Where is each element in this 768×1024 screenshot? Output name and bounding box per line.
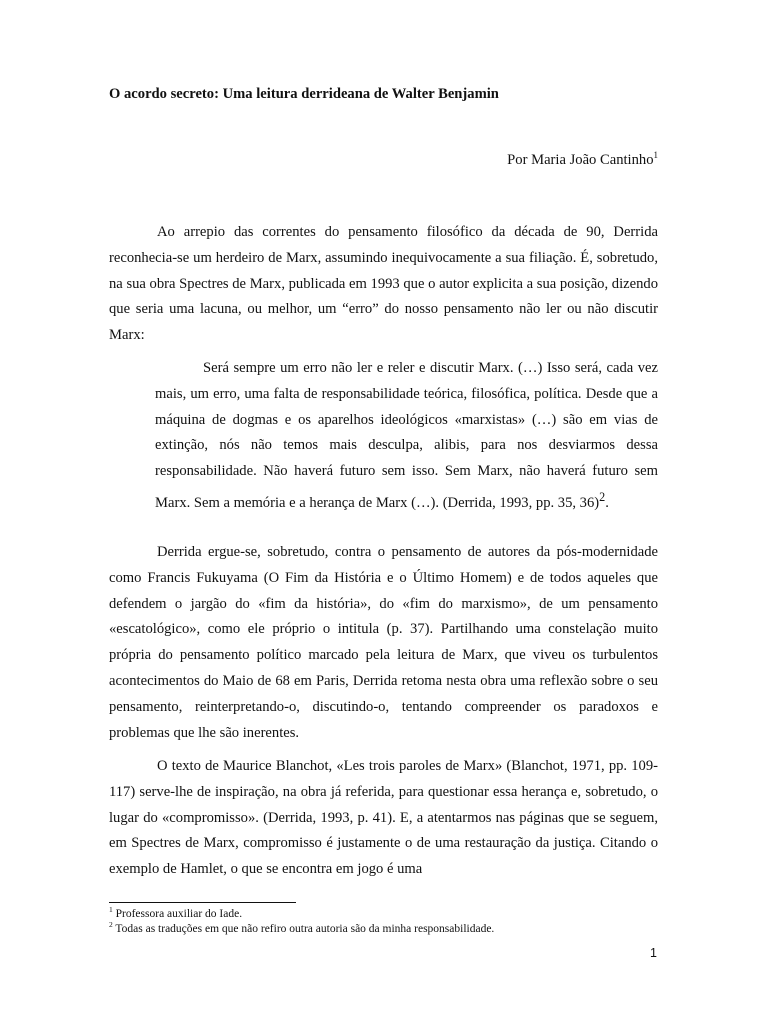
footnote-2-number: 2	[109, 919, 113, 929]
document-title: O acordo secreto: Uma leitura derrideana de Walter Benjamin	[109, 86, 499, 102]
block-quote	[155, 356, 658, 517]
author-line	[507, 152, 658, 169]
quote-footnote-ref: 2	[599, 489, 606, 504]
paragraph-2: Derrida ergue-se, sobretudo, contra o pensamento de autores da pós-modernidade como Francis Fukuyama (O Fim da História e o Último Homem) e de todos aqueles que defendem o jargão do «fim da história», do «fim do marxismo», de um pensamento «escatológico», como ele próprio o intitula (p. 37). Partilhando uma constelação muito própria do pensamento político marcado pela leitura de Marx, que viveu os turbulentos acontecimentos do Maio de 68 em Paris, Derrida retoma nesta obra uma reflexão sobre o seu pensamento, reinterpretando-o, discutindo-o, tentando compreender os paradoxos e problemas que lhe são inerentes.	[109, 544, 658, 741]
author-footnote-ref: 1	[653, 150, 658, 161]
quote-end: .	[605, 494, 609, 511]
page-number: 1	[650, 946, 657, 960]
footnote-1-number: 1	[109, 905, 113, 915]
author-name: Por Maria João Cantinho	[507, 152, 654, 168]
footnote-1	[109, 907, 669, 922]
paragraph-3: O texto de Maurice Blanchot, «Les trois paroles de Marx» (Blanchot, 1971, pp. 109-117) serve-lhe de inspiração, na obra já referida, para questionar essa herança e, sobretudo, o lugar do «compromisso». (Derrida, 1993, p. 41). E, a atentarmos nas páginas que se seguem, em Spectres de Marx, compromisso é justamente o de uma restauração da justiça. Citando o exemplo de Hamlet, o que se encontra em jogo é uma	[109, 758, 658, 878]
footnote-1-text: Professora auxiliar do Iade.	[115, 908, 243, 920]
footnotes	[109, 907, 669, 936]
footnote-separator	[109, 902, 296, 903]
block-quote-text: Será sempre um erro não ler e reler e discutir Marx. (…) Isso será, cada vez mais, um erro, uma falta de responsabilidade teórica, filosófica, política. Desde que a máquina de dogmas e os aparelhos ideológicos «marxistas» (…) são em vias de extinção, nós não temos mais desculpa, alibis, para nos desviarmos dessa responsabilidade. Não haverá futuro sem isso. Sem Marx, não haverá futuro sem Marx. Sem a memória e a herança de Marx (…). (Derrida, 1993, pp. 35, 36)	[155, 360, 658, 511]
footnote-2	[109, 919, 669, 937]
paragraph-1: Ao arrepio das correntes do pensamento filosófico da década de 90, Derrida reconhecia-se um herdeiro de Marx, assumindo inequivocamente a sua filiação. É, sobretudo, na sua obra Spectres de Marx, publicada em 1993 que o autor explicita a sua posição, dizendo que seria uma lacuna, ou melhor, um “erro” do nosso pensamento não ler ou não discutir Marx:	[109, 224, 658, 344]
footnote-2-text: Todas as traduções em que não refiro outra autoria são da minha responsabilidade.	[115, 922, 495, 935]
